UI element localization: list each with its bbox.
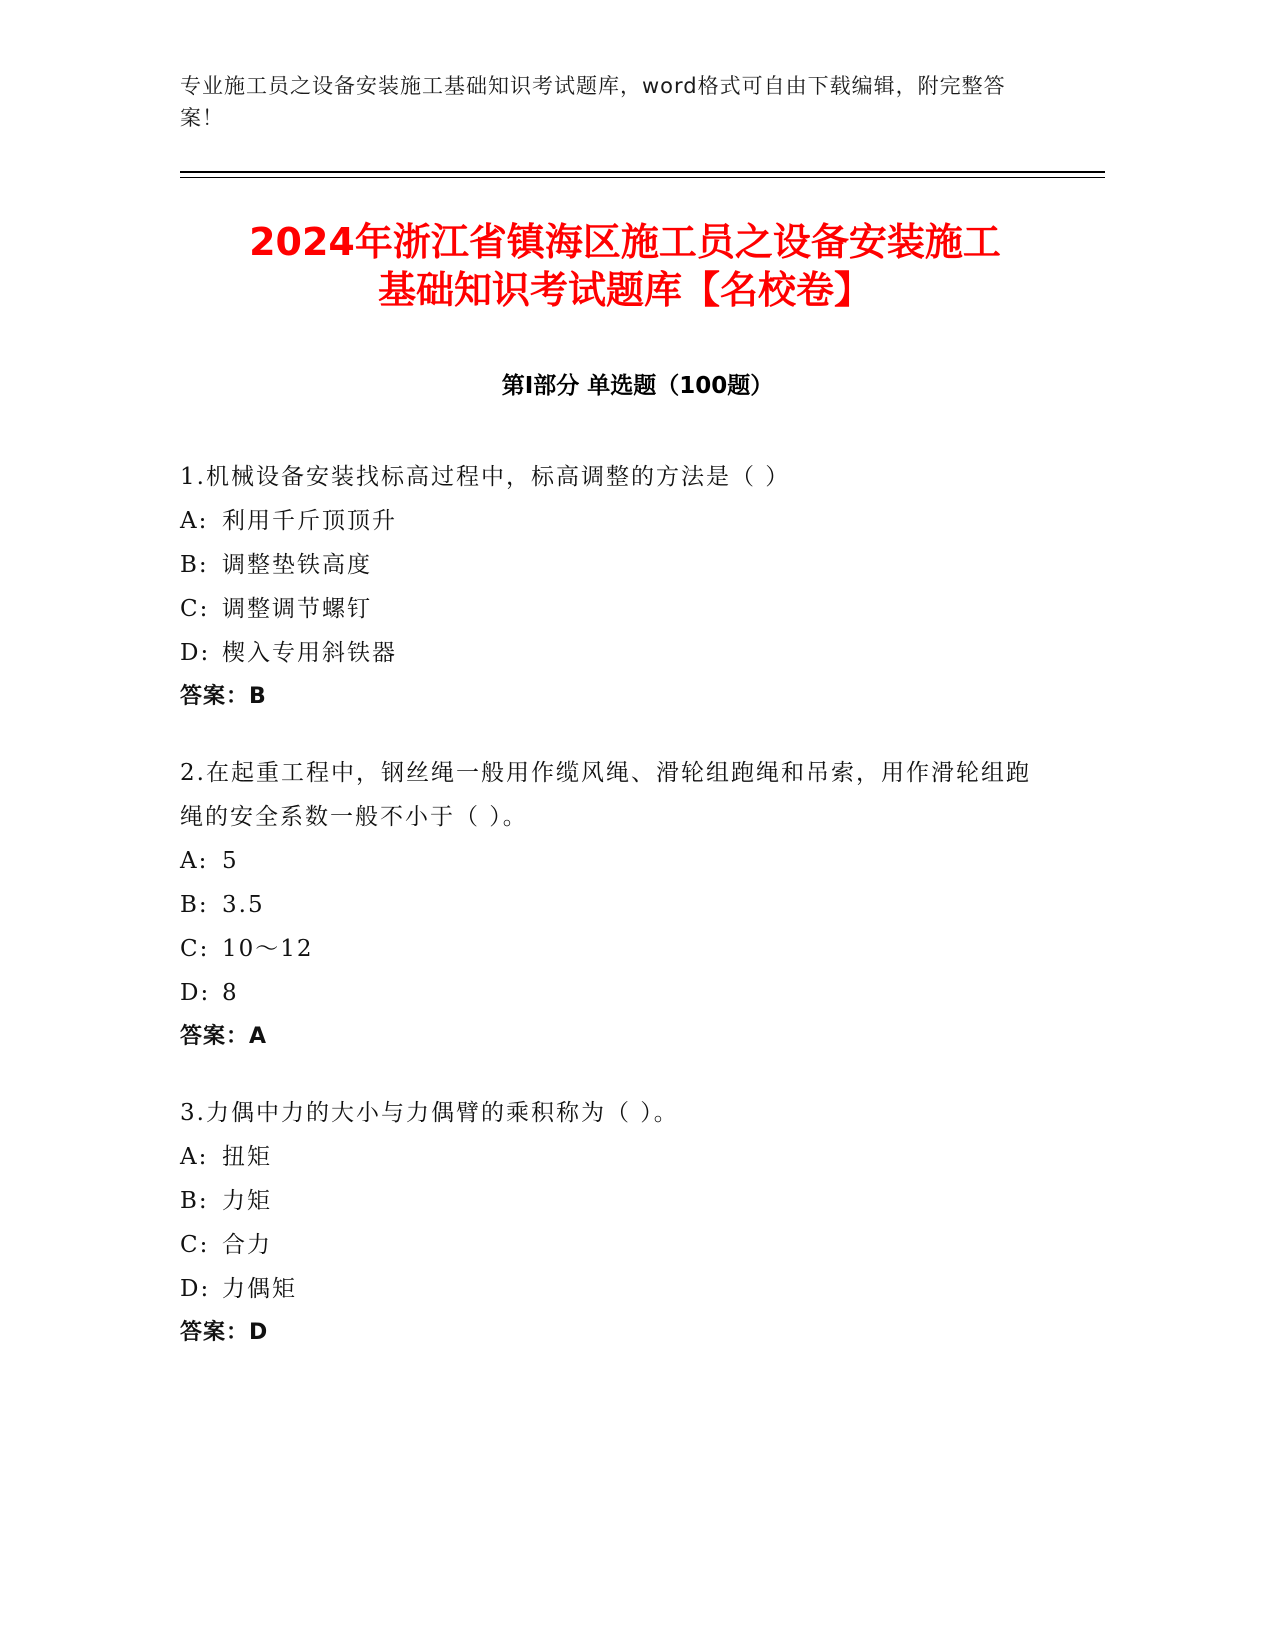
header-divider-thick (180, 171, 1105, 173)
document-title (150, 218, 1100, 314)
option-a (180, 1135, 1040, 1179)
option-text: 力偶矩 (222, 1276, 297, 1302)
option-label: B: (180, 552, 209, 578)
intro-text: 专业施工员之设备安装施工基础知识考试题库，word格式可自由下载编辑，附完整答案！ (180, 74, 1006, 130)
option-text: 利用千斤顶顶升 (222, 508, 397, 534)
option-text: 调整调节螺钉 (222, 596, 372, 622)
option-label: B: (180, 892, 209, 918)
option-text: 扭矩 (222, 1144, 272, 1170)
document-title-line-2: 基础知识考试题库【名校卷】 (377, 268, 872, 312)
option-label: A: (180, 508, 209, 534)
question-item (180, 455, 1040, 719)
option-c (180, 587, 1040, 631)
answer-value: A (249, 1024, 268, 1049)
option-b (180, 1179, 1040, 1223)
question-item (180, 751, 1040, 1059)
option-c (180, 927, 1040, 971)
option-label: C: (180, 1232, 210, 1258)
option-text: 5 (222, 848, 239, 874)
option-d (180, 1267, 1040, 1311)
answer-prefix: 答案： (180, 1320, 250, 1345)
option-label: B: (180, 1188, 209, 1214)
option-c (180, 1223, 1040, 1267)
option-text: 合力 (222, 1232, 272, 1258)
option-b (180, 883, 1040, 927)
option-a (180, 499, 1040, 543)
option-label: C: (180, 936, 210, 962)
answer-line (180, 675, 1040, 719)
option-text: 10～12 (222, 936, 314, 962)
question-text: 3.力偶中力的大小与力偶臂的乘积称为（ ）。 (180, 1100, 679, 1126)
option-text: 力矩 (222, 1188, 272, 1214)
option-a (180, 839, 1040, 883)
question-text: 2.在起重工程中，钢丝绳一般用作缆风绳、滑轮组跑绳和吊索，用作滑轮组跑绳的安全系数一般不小于（ ）。 (180, 760, 1031, 830)
option-label: D: (180, 1276, 211, 1302)
option-text: 3.5 (222, 892, 265, 918)
answer-prefix: 答案： (180, 684, 250, 709)
option-label: A: (180, 848, 209, 874)
answer-value: B (249, 684, 267, 709)
question-text: 1.机械设备安装找标高过程中，标高调整的方法是（ ） (180, 464, 791, 490)
question-list (180, 455, 1040, 1387)
answer-line (180, 1311, 1040, 1355)
option-text: 调整垫铁高度 (222, 552, 372, 578)
document-title-line-1: 2024年浙江省镇海区施工员之设备安装施工 (249, 220, 1001, 264)
header-divider-thin (180, 177, 1105, 178)
option-label: A: (180, 1144, 209, 1170)
option-label: D: (180, 640, 211, 666)
question-item (180, 1091, 1040, 1355)
option-label: D: (180, 980, 211, 1006)
answer-line (180, 1015, 1040, 1059)
option-d (180, 971, 1040, 1015)
option-d (180, 631, 1040, 675)
option-b (180, 543, 1040, 587)
option-text: 8 (222, 980, 239, 1006)
answer-value: D (249, 1320, 269, 1345)
option-text: 楔入专用斜铁器 (222, 640, 397, 666)
option-label: C: (180, 596, 210, 622)
section-heading: 第Ⅰ部分 单选题（100题） (501, 373, 774, 399)
answer-prefix: 答案： (180, 1024, 250, 1049)
